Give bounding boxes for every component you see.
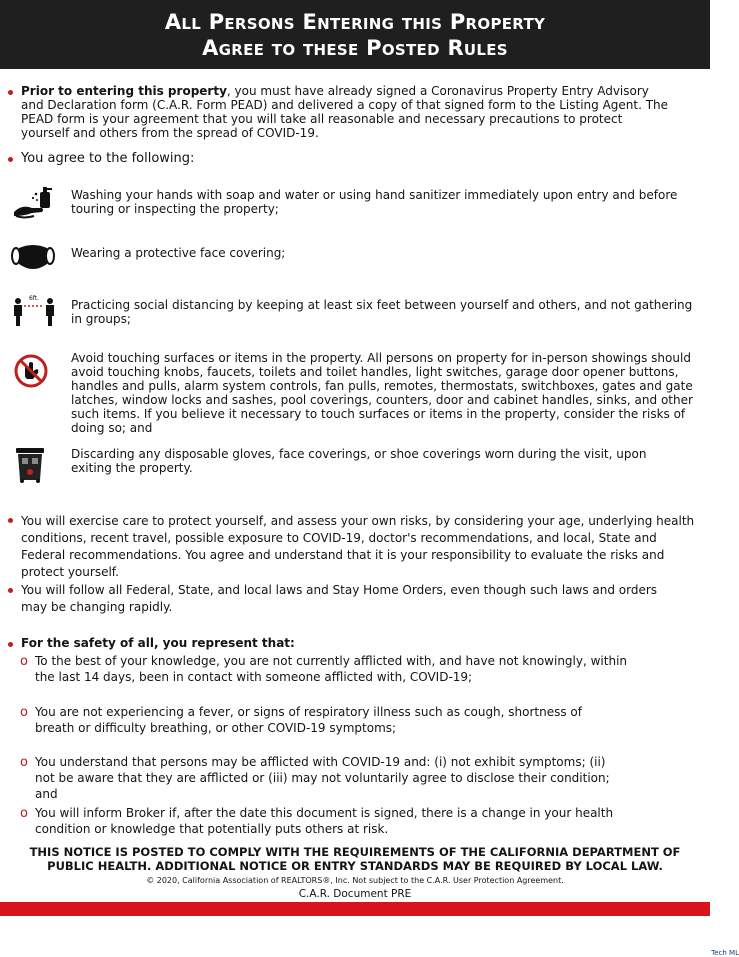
represent-item-1: To the best of your knowledge, you are not currently afflicted with, and have not knowingly, within the last 14 days, been in contact with someone afflicted with, COVID-19; <box>35 654 628 684</box>
footer-red-bar <box>0 902 710 916</box>
sub-marker-2: o <box>20 705 28 720</box>
bullet-agree <box>8 157 13 162</box>
rule-2-text: Wearing a protective face covering; <box>71 246 286 260</box>
social-distance-icon <box>11 292 57 330</box>
sub-marker-3: o <box>20 755 28 770</box>
header-line-1: All Persons Entering this Property <box>164 10 546 34</box>
bullet-represent <box>8 642 13 647</box>
rule-4-text: Avoid touching surfaces or items in the property. All persons on property for in-person showings should avoid touching knobs, faucets, toilets and toilet handles, light switches, garage door opener buttons, handles and pulls, alarm system controls, fan pulls, remotes, thermostats, switchboxes, gates and gate latches, window locks and sashes, pool coverings, counters, door and cabinet handles, sinks, and other such items. If you believe it necessary to touch surfaces or items in the property, consider the risks of doing so; and <box>71 351 693 435</box>
six-feet-label: 6ft. <box>28 295 40 302</box>
intro-bold-lead: Prior to entering this property <box>21 84 227 98</box>
notice-line-1: THIS NOTICE IS POSTED TO COMPLY WITH THE REQUIREMENTS OF THE CALIFORNIA DEPARTMENT OF <box>29 845 681 859</box>
bullet-intro <box>8 90 13 95</box>
face-mask-icon <box>11 240 55 274</box>
hand-sanitizer-icon <box>12 186 54 220</box>
notice-line-2: PUBLIC HEALTH. ADDITIONAL NOTICE OR ENTRY STANDARDS MAY BE REQUIRED BY LOCAL LAW. <box>47 859 663 873</box>
corner-watermark: Tech ML <box>711 949 739 957</box>
no-touching-icon <box>13 353 49 389</box>
sub-marker-4: o <box>20 806 28 821</box>
represent-heading: For the safety of all, you represent that: <box>21 636 295 650</box>
laws-paragraph: You will follow all Federal, State, and local laws and Stay Home Orders, even though such laws and orders may be changing rapidly. <box>21 583 658 614</box>
represent-item-2: You are not experiencing a fever, or signs of respiratory illness such as cough, shortness of breath or difficulty breathing, or other COVID-19 symptoms; <box>35 705 583 735</box>
document-name: C.A.R. Document PRE <box>298 888 412 900</box>
rule-5-text: Discarding any disposable gloves, face coverings, or shoe coverings worn during the visit, upon exiting the property. <box>71 447 647 475</box>
sub-marker-1: o <box>20 654 28 669</box>
represent-item-3: You understand that persons may be afflicted with COVID-19 and: (i) not exhibit symptoms; (ii) not be aware that they are afflicted or (iii) may not voluntarily agree to disclose their condition; and <box>35 755 610 801</box>
trash-bin-icon <box>14 444 46 484</box>
copyright-text: © 2020, California Association of REALTORS®, Inc. Not subject to the C.A.R. User Protection Agreement. <box>146 876 564 885</box>
represent-item-4: You will inform Broker if, after the date this document is signed, there is a change in your health condition or knowledge that potentially puts others at risk. <box>35 806 614 836</box>
rule-3-text: Practicing social distancing by keeping at least six feet between yourself and others, and not gathering in groups; <box>71 298 693 326</box>
header-line-2: Agree to these Posted Rules <box>202 36 508 60</box>
page-header <box>0 0 710 69</box>
rule-1-text: Washing your hands with soap and water or using hand sanitizer immediately upon entry and before touring or inspecting the property; <box>71 188 678 216</box>
care-paragraph: You will exercise care to protect yourself, and assess your own risks, by considering your age, underlying health conditions, recent travel, possible exposure to COVID-19, doctor's recommendations, and local, State and Federal recommendations. You agree and understand that it is your responsibility to evaluate the risks and protect yourself. <box>21 514 695 579</box>
intro-paragraph <box>21 84 671 140</box>
bullet-laws <box>8 588 13 593</box>
agree-heading: You agree to the following: <box>21 151 195 166</box>
intro-text: , you must have already signed a Coronavirus Property Entry Advisory and Declaration form (C.A.R. Form PEAD) and delivered a copy of that signed form to the Listing Agent. The PEAD form is your agreement that you will take all reasonable and necessary precautions to protect yourself and others from the spread of COVID-19. <box>21 84 669 140</box>
bullet-care <box>8 518 13 523</box>
